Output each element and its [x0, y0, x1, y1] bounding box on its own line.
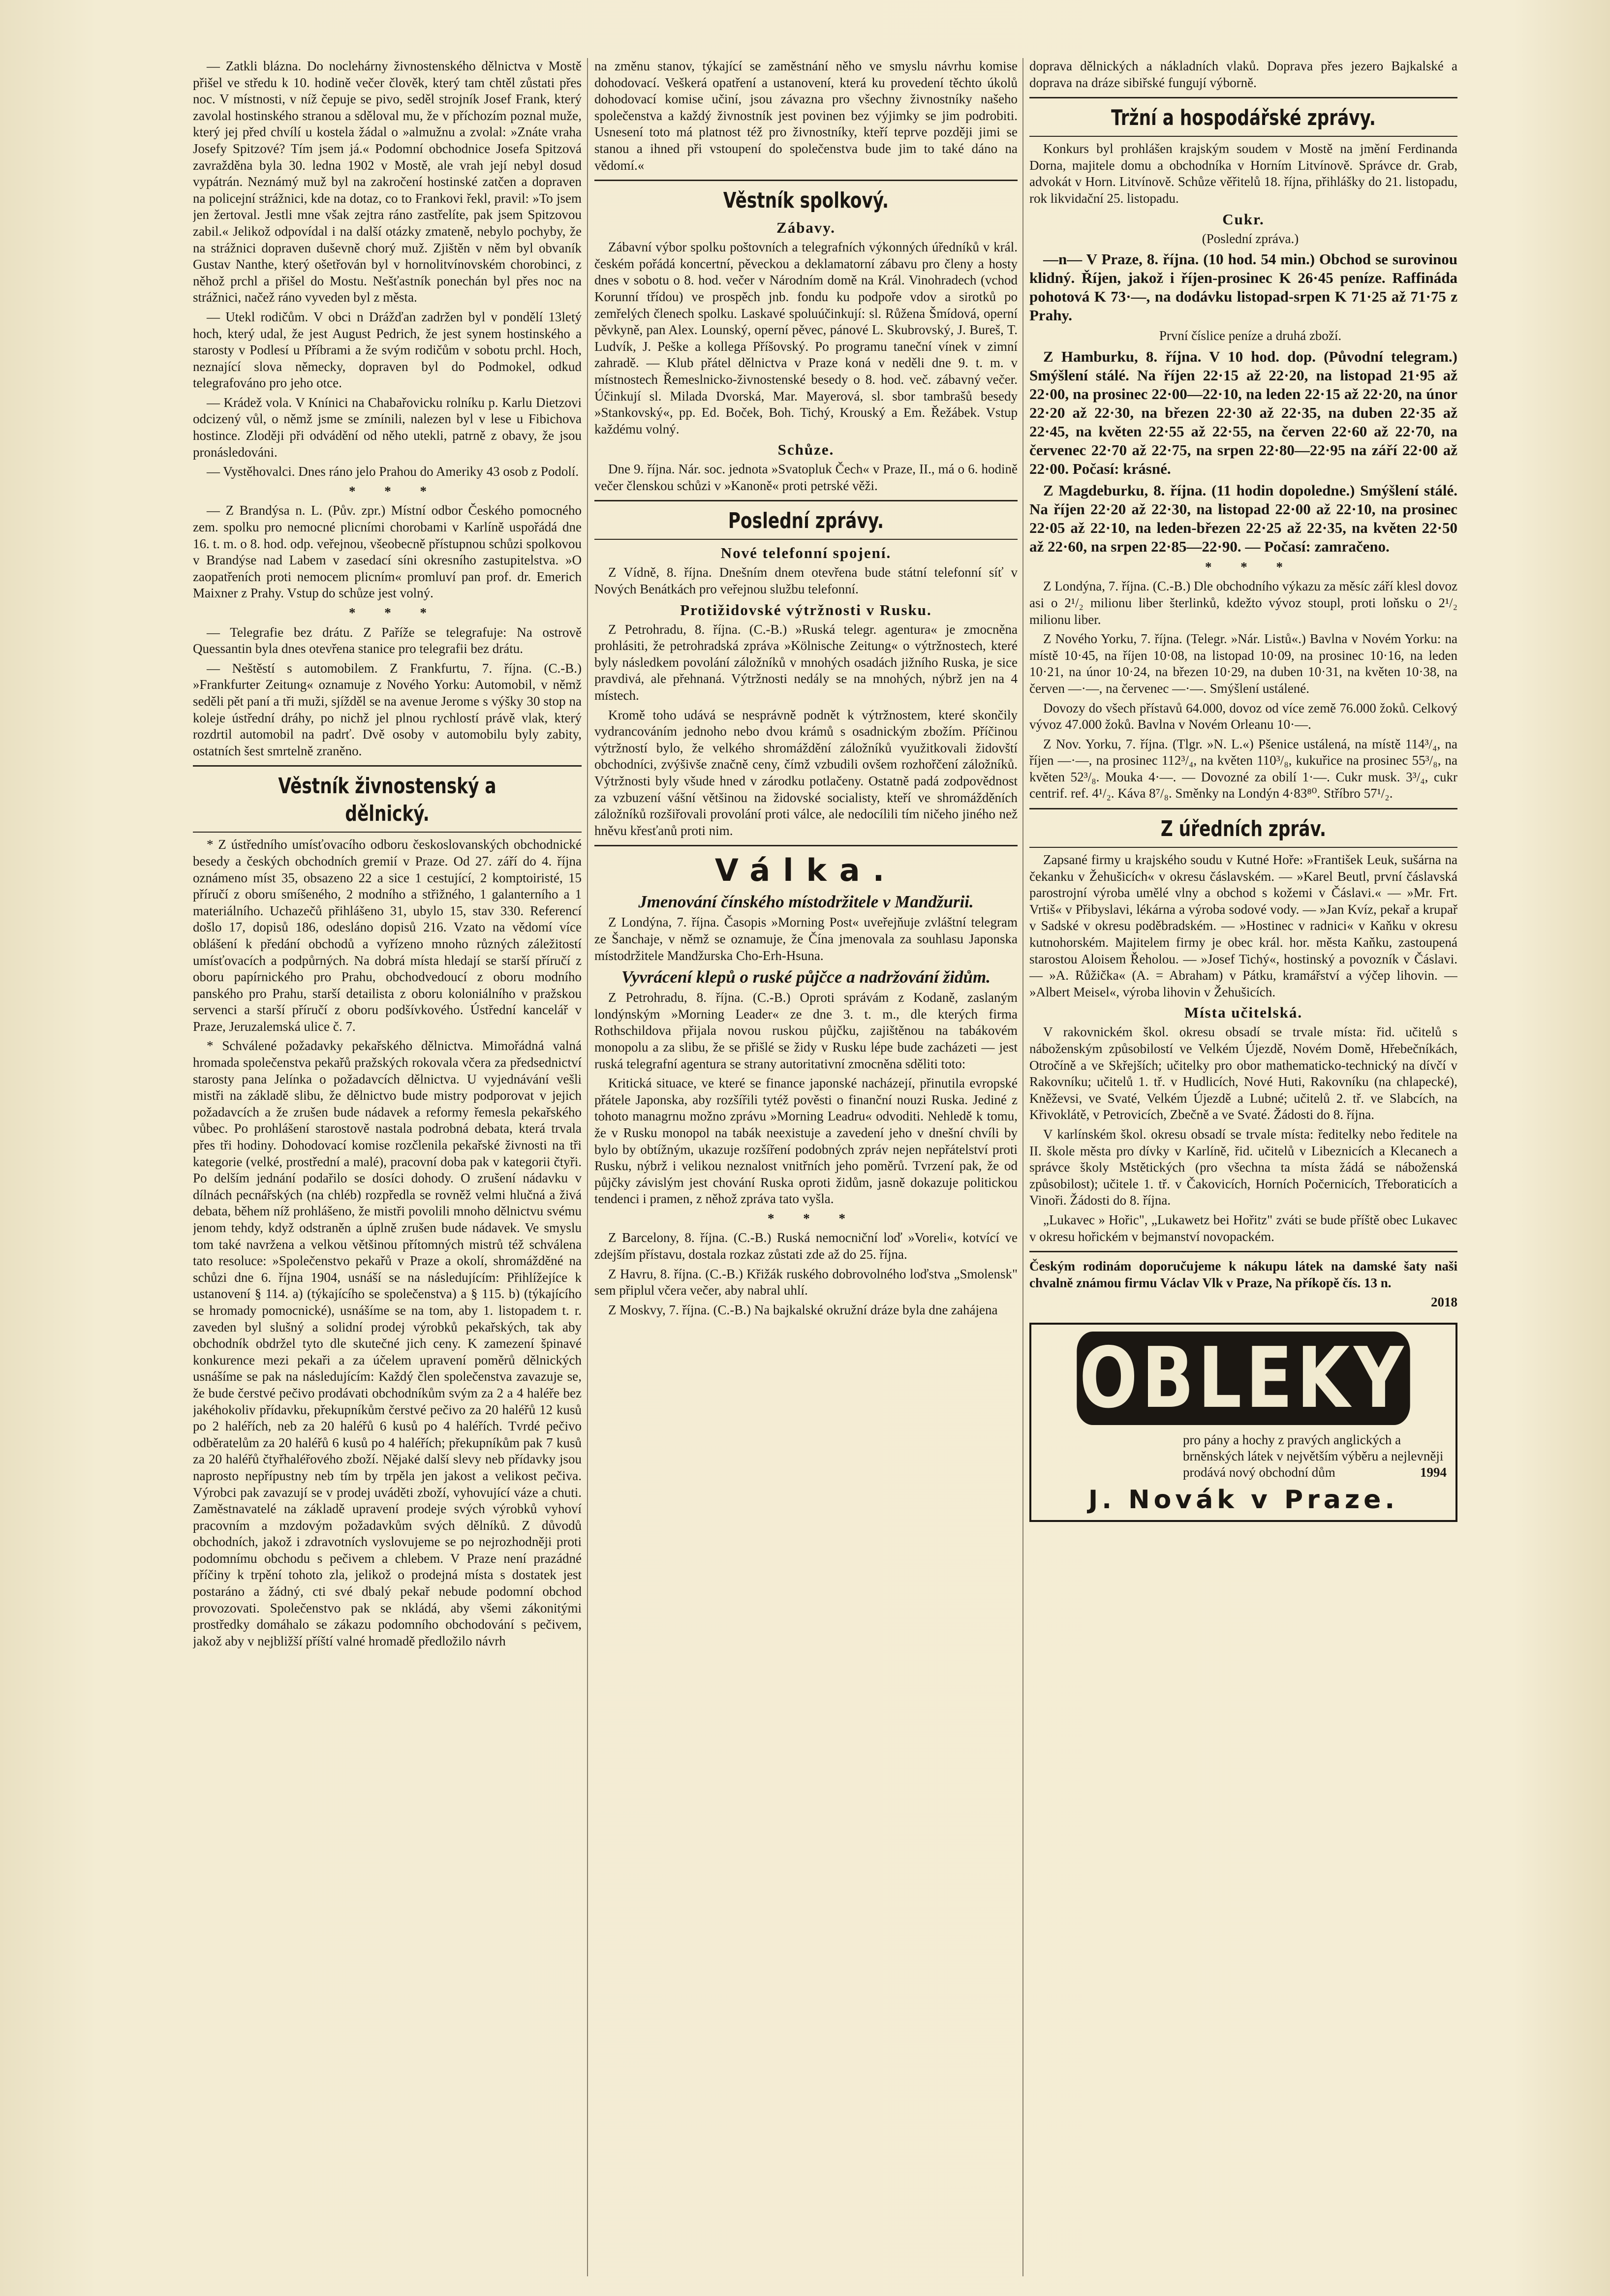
separator-stars: * * * — [768, 1210, 858, 1226]
heading-vestnik-zivnostensky: Věstník živnostenský a dělnický. — [278, 774, 496, 827]
market-hamburk: Z Hamburku, 8. října. V 10 hod. dop. (Původní telegram.) Smýšlení stálé. Na říjen 22·15 až 22·20, na listopad 21·95 až 22·00, na prosinec 22·00—22·10, na leden 22·15 až 22·20, na únor 22·20 až 22·30, na březen 22·30 až 22·35, na duben 22·35 až 22·45, na květen 22·55 až 22·55, na červen 22·60 až 22·70, na červenec 22·70 až 22·75, na srpen 22·80—22·95 na září 22·00 až 22·00. Počasí: krásné. — [1029, 347, 1457, 477]
article-moskva: Z Moskvy, 7. října. (C.-B.) Na bajkalské okružní dráze byla dne zahájena — [608, 1302, 998, 1317]
article-telefon: Z Vídně, 8. října. Dnešním dnem otevřena bude státní telefonní síť v Nových Benátkách pro veřejnou službu telefonní. — [594, 565, 1018, 597]
advert-title: OBLEKY — [1077, 1332, 1410, 1425]
market-praha: —n— V Praze, 8. října. (10 hod. 54 min.) Obchod se surovinou klidný. Říjen, jakož i říjen-prosinec K 26·45 peníze. Raffináda pohotová K 73·—, na dodávku listopad-srpen K 71·25 až 71·75 z Prahy. — [1029, 250, 1457, 324]
section-rule — [1029, 847, 1457, 848]
subheading-telefon: Nové telefonní spojení. — [720, 544, 892, 562]
column-middle — [594, 58, 1018, 2276]
separator-stars: * * * — [349, 483, 439, 498]
section-rule — [594, 180, 1018, 181]
article-schuze: Dne 9. října. Nár. soc. jednota »Svatopluk Čech« v Praze, II., má o 6. hodině večer členskou schůzi v »Kanoně« proti petrské věži. — [594, 462, 1018, 493]
article-vytrznosti-2: Kromě toho udává se nesprávně podnět k výtržnostem, které skončily vydrancováním jednoho nebo dvou krámů s osadnickým zbožím. Příčinou výtržností bylo, že velkého shromáždění záložníků využitkovali židovští obchodníci, zvýšivše značně ceny, čímž vzbudili ovšem rozhořčení záložníků. Výtržnosti byly všude hned v zárodku potlačeny. Ostatně padá zodpovědnost za vzbuzení vášní většinou na židovské socialisty, kteří ve shromážděních záložníků rozšiřovali provolání proti válce, ale nedocílili tím ničeho jiného než hněvu křesťanů proti nim. — [594, 707, 1018, 838]
heading-posledni-zpravy: Poslední zprávy. — [728, 508, 884, 534]
section-rule — [1029, 1251, 1457, 1252]
separator-stars: * * * — [1205, 559, 1296, 574]
subheading-mistodrzitel: Jmenování čínského místodržitele v Mandžurii. — [638, 892, 974, 912]
article-lukavec: „Lukavec » Hořic", „Lukawetz bei Hořitz" zváti se bude příště obec Lukavec v okresu hořickém v bejmanství novopackém. — [1029, 1212, 1457, 1244]
article-karlin: V karlínském škol. okresu obsadí se trvale místa: ředitelky nebo ředitele na II. škole města pro dívky v Karlíně, řid. učitelů v Libeznicích a Klecanech a správce školy Mstětických (pro všechna ta místa žádá se náboženská způsobilost); učitele 1. tř. v Čakovicích, Horních Počernicích, Třeboraticích a Vinoři. Žádosti do 8. října. — [1029, 1126, 1457, 1208]
article-brandys: — Z Brandýsa n. L. (Pův. zpr.) Místní odbor Českého pomocného zem. spolku pro nemocné plicními chorobami v Karlíně uspořádá dne 16. t. m. o 8. hod. odp. veřejnou, všeobecně přístupnou schůzi spolkovou v Brandýse nad Labem v zasedací síni okresního zastupitelstva. »O zaopatřeních proti nemocem plicním« promluví pan prof. dr. Emerich Maixner z Prahy. Vstup do schůze jest volný. — [193, 503, 582, 601]
advert-text — [1183, 1432, 1447, 1481]
market-magdeburk: Z Magdeburku, 8. října. (11 hodin dopoledne.) Smýšlení stálé. Na říjen 22·20 až 22·30, na listopad 22·00 až 22·10, na prosinec 22·05 až 22·10, na leden-březen 22·25 až 22·35, na květen 22·50 až 22·60, na srpen 22·85—22·90. — Počasí: zamračeno. — [1029, 481, 1457, 555]
market-london: Z Londýna, 7. října. (C.-B.) Dle obchodního výkazu za měsíc září klesl dovoz asi o 2¹/₂ milionu liber šterlinků, kdežto vývoz stoupl, proti loňsku o 2¹/₂ milionu liber. — [1029, 579, 1457, 627]
article-vystehovalci: — Vystěhovalci. Dnes ráno jelo Prahou do Ameriky 43 osob z Podolí. — [207, 464, 579, 479]
article-pujcka-2: Kritická situace, ve které se finance japonské nacházejí, přinutila evropské přátele Japonska, aby rozšířili tytéž pověsti o finanční nouzi Ruska. Jediné z tohoto managrnu možno zprávu »Morning Leadru« odvoditi. Nehledě k tomu, že v Rusku monopol na tabák neexistuje a zavedení jeho v dnešní chvíli by bylo by obtížným, ukazuje rozšíření podobných zpráv nejen nepřátelství proti Rusku, nýbrž i velikou neznalost vnitřních jeho poměrů. Tvrzení pak, že od půjčky závislým jest chování Ruska oproti židům, jasně dokazuje politickou tendenci i pramen, z něhož zpráva tato vyšla. — [594, 1076, 1018, 1207]
market-note: První číslice peníze a druhá zboží. — [1159, 328, 1342, 343]
subheading-vytrznosti: Protižidovské výtržnosti v Rusku. — [680, 601, 932, 619]
advert-vlk: Českým rodinám doporučujeme k nákupu látek na damské šaty naši chvalně známou firmu Václav Vlk v Praze, Na příkopě čís. 13 n. — [1029, 1259, 1457, 1290]
article-konkurs: Konkurs byl prohlášen krajským soudem v Mostě na jmění Ferdinanda Dorna, majitele domu a obchodníka v Horním Litvínově. Správce dr. Grab, advokát v Horn. Litvínově. Schůze věřitelů 18. října, přihlášky do 21. listopadu, rok likvidační 25. listopadu. — [1029, 141, 1457, 206]
section-rule — [193, 832, 582, 833]
advert-description: pro pány a hochy z pravých anglických a brněnských látek v největším výběru a nejlevněji prodává nový obchodní dům — [1183, 1432, 1444, 1480]
separator-stars: * * * — [349, 605, 439, 620]
article-barcelona: Z Barcelony, 8. října. (C.-B.) Ruská nemocniční loď »Voreli«, kotvící ve zdejším přístavu, dostala rozkaz zůstati zde až do 25. října. — [594, 1230, 1018, 1262]
subheading-pujcka: Vyvrácení klepů o ruské půjčce a nadržování židům. — [621, 967, 991, 987]
advert-obleky — [1029, 1323, 1457, 1522]
article-pujcka-1: Z Petrohradu, 8. října. (C.-B.) Oproti správám z Kodaně, zaslaným londýnským »Morning Leader« ze dne 3. t. m., dle kterých firma Rothschildova přijala novou ruskou půjčku, zajištěnou na tabákovém monopolu a za slibu, že se přišlé se židy v Rusku lépe bude zacházeti — jest ruská telegrafní agentura se strany autoritativní zmocněna sděliti toto: — [594, 990, 1018, 1071]
heading-valka: Válka. — [714, 852, 898, 889]
section-rule — [1029, 136, 1457, 137]
subheading-zabavy: Zábavy. — [776, 219, 836, 237]
subheading-posledni-zprava: (Poslední zpráva.) — [1202, 231, 1299, 246]
article-bajkal-continued: doprava dělnických a nákladních vlaků. Doprava přes jezero Bajkalské a doprava na dráze sibiřské fungují výborně. — [1029, 59, 1457, 90]
article-havre: Z Havru, 8. října. (C.-B.) Křižák ruského dobrovolného loďstva „Smolensk" sem připlul včera večer, aby nabral uhlí. — [594, 1266, 1018, 1298]
article-pekari: * Schválené požadavky pekařského dělnictva. Mimořádná valná hromada společenstva pekařů pražských rokovala včera za předsednictví starosty pana Jelínka o požadavcích dělnictva. U vyjednávání vešli mistři na základě slibu, že dělnictvo bude mistry podporovat v jejich požadavcích a že zrušen bude nádavek a reformy řemesla pekařského vůbec. Po prohlášení starostově nastala podrobná debata, která trvala přes tři hodiny. Dohodovací komise rozčlenila pekařské živnosti na tři kategorie (velké, prostřední a malé), pracovní doba pak v kategorii čtyři. Po delším jednání podařilo se dosíci dohody. O zrušení nádavku v dílnách pecnářských (na chléb) rozpředla se rovněž velmi hlučná a živá debata, během níž prohlášeno, že mistři povolili mnoho dělnictvu svému jenom tehdy, když odstraněn a úplně zrušen bude nádavek. Ve smyslu tom také navržena a velkou většinou přítomných mistrů též schválena tato resoluce: »Společenstvo pekařů v Praze a okolí, shromážděné na schůzi dne 6. října 1904, usnáší se na následujícím: Přihlížejíce k ustanovení § 114. a) (týkajícího se společenstva) a § 115. b) (týkajícího se hromady pomocnické), usnášíme se na tom, aby 1. listopadem t. r. zaveden byl slušný a solidní prodej výrobků pekařských, tak aby obchodník obdržel tyto dle skutečné jich ceny. K zamezení špinavé konkurence mezi pekaři a za účelem upravení poměrů dělnických usnášíme se pak na následujícím: Každý člen společenstva zavazuje se, že bude čerstvé pečivo prodávati obchodníkům svým za 2 a 4 haléře bez jakéhokoliv přídavku, překupníkům čerstvé pečivo za 20 haléřů 12 kusů po 2 haléřích, neb za 20 haléřů 6 kusů po 4 haléřích. Tvrdé pečivo odběratelům za 20 haléřů 6 kusů po 4 haléřích; překupníkům pak 7 kusů za 20 haléřů čtyřhaléřového zboží. Nějaké další slevy neb přídavky jsou naprosto nepřípustny neb tím by trpěla jen jakost a velikost pečiva. Výrobci pak zavazují se v prodej uváděti zboží, vyhovující váze a chuti. Zaměstnavatelé na základě upravení prodeje svých výrobků vyhoví pracovním a mzdovým požadavkům svých dělníků. Z důvodů obchodních, jakož i zdravotních vyslovujeme se po nejrozhodněji proti podomnímu obchodu s pečivem a chlebem. V Praze není prazádné příčiny k trpění tohoto zla, jelikož o prodejná místa s dostatek jest postaráno a žádný, cti své dbalý pekař nebude podomní obchod provozovati. Společenstvo pak se nkládá, aby všemi zákonitými prostředky domáhalo se zákazu podomního obchodování s pečivem, jakož aby v nejbližší příští valné hromadě předložilo návrh — [193, 1038, 582, 1648]
column-right — [1029, 58, 1457, 2276]
advert-number: 1994 — [1420, 1464, 1447, 1480]
heading-trzni-zpravy: Tržní a hospodářské zprávy. — [1111, 105, 1376, 131]
market-newyork-psenice: Z Nov. Yorku, 7. října. (Tlgr. »N. L.«) Pšenice ustálená, na místě 114³/₄, na říjen —·—, na prosinec 112³/₄, na květen 110³/₈, kukuřice na prosinec 55³/₈, na květen 52³/₈. Mouka 4·—. — Dovozné za obilí 1·—. Cukr musk. 3³/₄, cukr centrif. ref. 4¹/₂. Káva 8⁷/₈. Směnky na Londýn 4·83⁸⁰. Stříbro 57¹/₂. — [1029, 736, 1457, 801]
heading-uredni-zpravy: Z úředních zpráv. — [1160, 816, 1327, 842]
advert-footer: J. Novák v Praze. — [1088, 1485, 1399, 1515]
column-divider — [1022, 58, 1023, 2276]
article-blazen: — Zatkli blázna. Do noclehárny živnostenského dělnictva v Mostě přišel ve středu k 10. hodině večer člověk, který tam chtěl zůstati přes noc. V místnosti, v níž čepuje se pivo, seděl strojník Josef Frank, který zavolal hostinského stranou a sděloval mu, že v příchozím poznal muže, který jej před chvílí u kostela žádal o »almužnu a zvolal: »Znáte vraha Josefy Spitzové? Tím jsem já.« Podomní obchodnice Josefa Spitzová zavražděna byla 30. ledna 1902 v Mostě, ale vrah její nebyl dosud vypátrán. Neznámý muž byl na zakročení hostinské zatčen a dopraven na policejní strážnici, kde na dotaz, co to Frankovi řekl, pravil: »To jsem jen žertoval. Jestli mne však zejtra ráno zastřelíte, pak jsem Spitzovou zabil.« Jelikož odpovídal i na další otázky zmateně, nebylo pochyby, že na strážnici dopraven duševně chorý muž. Zjištěn v něm byl obvaník Gustav Nanthe, který ošetřován byl v hornolitvínovském chorobinci, z něhož prchl a přišel do Mostu. Nešťastník ponechán byl přes noc na strážnici, načež ráno vyveden byl z města. — [193, 59, 582, 305]
column-divider — [587, 58, 588, 2276]
article-pekari-continued: na změnu stanov, týkající se zaměstnání něho ve smyslu návrhu komise dohodovací. Veškerá opatření a ustanovení, která ku provedení těchto úkolů dohodovací komise učiní, jsou závazna pro všechny živnostníky našeho společenstva a každý živnostník jest povinen bez výjimky se jim podrobiti. Usnesení toto má platnost též pro živnostníky, kteří teprve později jimi se stanou a ihned při vstoupení do společenstva bude jim to také dáno na vědomí.« — [594, 59, 1018, 173]
section-rule — [193, 765, 582, 767]
article-firmy: Zapsané firmy u krajského soudu v Kutné Hoře: »František Leuk, sušárna na čekanku v Žehušicích« v okresu čáslavském. — »Karel Beutl, první čáslavská parostrojní výroba umělé vlny a obchod s kožemi v Čáslavi.« — »Mr. Frt. Vrtiš« v Přibyslavi, lékárna a výroba sodové vody. — »Jan Kvíz, pekař a krupař v Sadské v okresu poděbradském. — »Hostinec v radnici« v Kaňku v okresu kutnohorském. Majitelem firmy je obec král. hor. města Kaňku, zastoupená starostou Aloisem Řeholou. — »Josef Tichý«, hostinský a povozník v Čáslavi. — »A. Růžička« (A. = Abraham) v Pátku, kramářství a výčep lihovin. — »Albert Meisel«, výroba lihovin v Žehušicích. — [1029, 852, 1457, 999]
article-kradez: — Krádež vola. V Knínici na Chabařovicku rolníku p. Karlu Dietzovi odcizený vůl, o němž jsme se zmínili, nalezen byl v lese u Fibichova hostince. Zloději při odvádění od něho utekli, patrně z obavy, že jsou pronásledováni. — [193, 395, 582, 460]
article-zabavy: Zábavní výbor spolku poštovních a telegrafních výkonných úředníků v král. českém pořádá koncertní, pěveckou a deklamatorní zábavu pro členy a hosty dnes v sobotu o 8. hod. večer v Národním domě na Král. Vinohradech (vchod Korunní třídou) ve prospěch jnb. fondu ku podpoře vdov a sirotků po zemřelých členech spolku. Laskavé spoluúčinkují: sl. Růžena Šmídová, operní pěvkyně, pan Alex. Lounský, operní pěvec, pánové L. Skubrovský, J. Bureš, T. Ludvík, J. Peške a kollega Příšovský. Po programu taneční vínek v zimní zahradě. — Klub přátel dělnictva v Praze koná v neděli dne 9. t. m. v místnostech Řemeslnicko-živnostenské besedy o 8. hod. več. zábavný večer. Účinkují sl. Milada Dvorská, Mar. Mayerová, sl. sbor tambrašů besedy »Stankovský«, pp. Ed. Boček, Boh. Tichý, Krouský a Em. Řežábek. Vstup každému volný. — [594, 240, 1018, 436]
article-mistodrzitel: Z Londýna, 7. října. Časopis »Morning Post« uveřejňuje zvláštní telegram ze Šanchaje, v němž se oznamuje, že Čína jmenovala za souhlasu Japonska místodržitele Mandžurska Cho-Erh-Hsuna. — [594, 915, 1018, 963]
market-dovozy: Dovozy do všech přístavů 64.000, dovoz od více země 76.000 žoků. Celkový vývoz 47.000 žoků. Bavlna v Novém Orleanu 10·—. — [1029, 700, 1457, 732]
article-umistovaci-odbor: * Z ústředního umísťovacího odboru českoslovanských obchodnické besedy a českých obchodních gremií v Praze. Od 27. září do 4. října oznámeno míst 35, obsazeno 22 a sice 1 cestující, 2 komptoiristé, 15 příručí z oboru smíšeného, 2 modního a střižného, 1 galanterního a 1 materiálního. Uchazečů přihlášeno 31, ubylo 15, stav 330. Referencí došlo 17, dopisů 186, odesláno dopisů 216. Vzato na vědomí více oblášení k předání obchodů a vyřízeno mnoho různých záležitostí umísťovacích a podpůrných. Na dobrá místa hledají se starší příručí z oboru papírnického pro Prahu, obchodvedoucí z oboru modního panského pro Prahu, starší detailista z oboru koloniálního v pražskou servenci a starší příručí z oboru podšívkového. Ústřední kancelář v Praze, Jeruzalemská ulice č. 7. — [193, 837, 582, 1034]
advert-vlk-number: 2018 — [1431, 1295, 1457, 1310]
subheading-schuze: Schůze. — [777, 441, 835, 459]
article-rakovnik: V rakovnickém škol. okresu obsadí se trvale místa: řid. učitelů s náboženským způsobilostí ve Velkém Újezdě, Novém Domě, Hřebečníkách, Otročíně a ve Skřejších; učitelky pro obor mathematicko-technický na dívčí v Rakovníku; učitelů 1. tř. v Hudlicích, Nové Huti, Rakovníku (na chlapecké), Kněževsi, ve Svaté, Velkém Újezdě a Lubné; učitelů 2. tř. ve Slabcích, na Křivoklátě, v Petrovicích, Zbečně a ve Svaté. Žádosti do 8. října. — [1029, 1024, 1457, 1122]
column-left — [193, 58, 582, 2276]
article-automobil: — Neštěstí s automobilem. Z Frankfurtu, 7. října. (C.-B.) »Frankfurter Zeitung« oznamuje z Nového Yorku: Automobil, v němž seděli pět paní a tři muži, sjížděl se na avenue Jerome s výšky 30 stop na koleje ústřední dráhy, po nichž jel plnou rychlostí právě vlak, který rozdrtil automobil na padrť. Dvě osoby v automobilu byly zabity, ostatních šest smrtelně zraněno. — [193, 660, 582, 758]
section-rule — [1029, 808, 1457, 809]
article-utekl: — Utekl rodičům. V obci n Drážďan zadržen byl v pondělí 13letý hoch, který udal, že jest August Pedrich, že jest synem hostinského a starosty v Podlesí u Příbrami a že svým rodičům v sobotu prchl. Hoch, neznající slova německy, dopraven byl do Podmokel, odkud telegrafováno pro jeho otce. — [193, 309, 582, 391]
heading-vestnik-spolkovy: Věstník spolkový. — [723, 188, 889, 214]
market-newyork-bavlna: Z Nového Yorku, 7. října. (Telegr. »Nár. Listů«.) Bavlna v Novém Yorku: na místě 10·45, na říjen 10·08, na listopad 10·09, na prosinec 10·16, na leden 10·21, na únor 10·24, na březen 10·29, na duben 10·31, na květen 10·38, na červen —·—, na červenec —·—. Smýšlení ustálené. — [1029, 631, 1457, 696]
article-vytrznosti-1: Z Petrohradu, 8. října. (C.-B.) »Ruská telegr. agentura« je zmocněna prohlásiti, že petrohradská zpráva »Kölnische Zeitung« o výtržnostech, které byly následkem povolání záložníků v mnohých osadách jižního Ruska, je sice pravdivá, ale přehnaná. Výtržnosti nedály se na mnohých, nýbrž jen na 4 místech. — [594, 621, 1018, 703]
subheading-cukr: Cukr. — [1222, 210, 1265, 228]
article-telegrafie: — Telegrafie bez drátu. Z Paříže se telegrafuje: Na ostrově Quessantin byla dnes otevřena stanice pro telegrafii bez drátu. — [193, 624, 582, 656]
section-rule — [1029, 97, 1457, 98]
section-rule — [594, 539, 1018, 540]
subheading-mista-ucitelska: Místa učitelská. — [1184, 1004, 1303, 1022]
section-rule — [594, 500, 1018, 501]
section-rule — [594, 845, 1018, 846]
